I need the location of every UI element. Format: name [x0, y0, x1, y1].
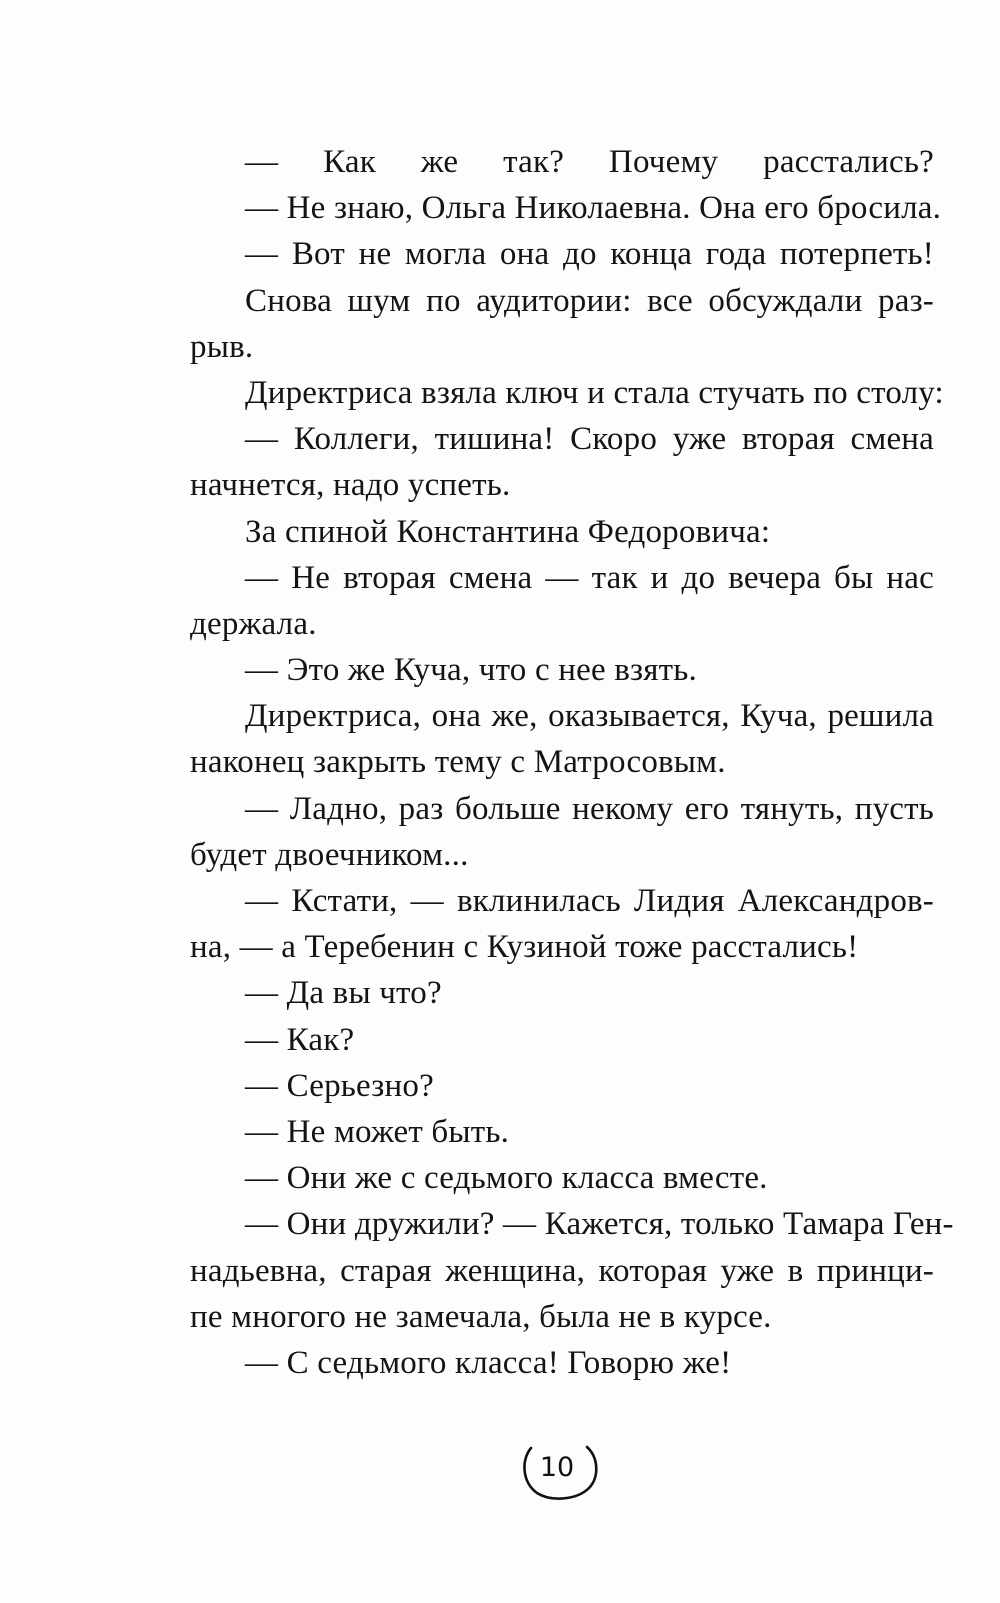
text-line: Снова шум по аудитории: все обсуждали раз- [245, 282, 934, 319]
text-line: начнется, надо успеть. [190, 467, 511, 504]
text-line: — Не знаю, Ольга Николаевна. Она его бросила. [245, 190, 942, 227]
text-line: — Не может быть. [245, 1113, 510, 1150]
text-line: — Это же Куча, что с нее взять. [245, 652, 697, 689]
text-line: — Кстати, — вклинилась Лидия Александров- [245, 883, 934, 919]
page-number-badge [519, 1436, 601, 1502]
text-line: — Они же с седьмого класса вместе. [245, 1160, 768, 1197]
text-line: Директриса, она же, оказывается, Куча, решила [245, 698, 934, 735]
text-line: рыв. [190, 328, 254, 365]
text-line: держала. [190, 605, 317, 642]
text-line: Директриса взяла ключ и стала стучать по столу: [245, 374, 944, 411]
text-line: — Серьезно? [245, 1067, 434, 1104]
text-line: наконец закрыть тему с Матросовым. [190, 744, 726, 781]
text-line: пе многого не замечала, была не в курсе. [190, 1298, 772, 1335]
text-line: — Как же так? Почему расстались? [245, 144, 934, 180]
text-line: будет двоечником... [190, 836, 469, 873]
text-line: — Ладно, раз больше некому его тянуть, пусть [245, 790, 934, 827]
text-line: — Коллеги, тишина! Скоро уже вторая смена [245, 421, 934, 458]
text-line: — Они дружили? — Кажется, только Тамара Ген- [245, 1206, 954, 1243]
text-line: — Да вы что? [245, 975, 442, 1012]
text-line: — С седьмого класса! Говорю же! [245, 1344, 732, 1381]
text-line: За спиной Константина Федоровича: [245, 513, 771, 550]
text-line: — Как? [245, 1021, 355, 1058]
page-text [190, 139, 954, 1386]
text-line: — Не вторая смена — так и до вечера бы нас [245, 559, 934, 596]
text-line: — Вот не могла она до конца года потерпеть! [245, 236, 934, 273]
text-line: на, — а Теребенин с Кузиной тоже расстались! [190, 929, 859, 966]
page-number: 10 [539, 1452, 575, 1483]
text-line: надьевна, старая женщина, которая уже в принци- [190, 1252, 934, 1289]
